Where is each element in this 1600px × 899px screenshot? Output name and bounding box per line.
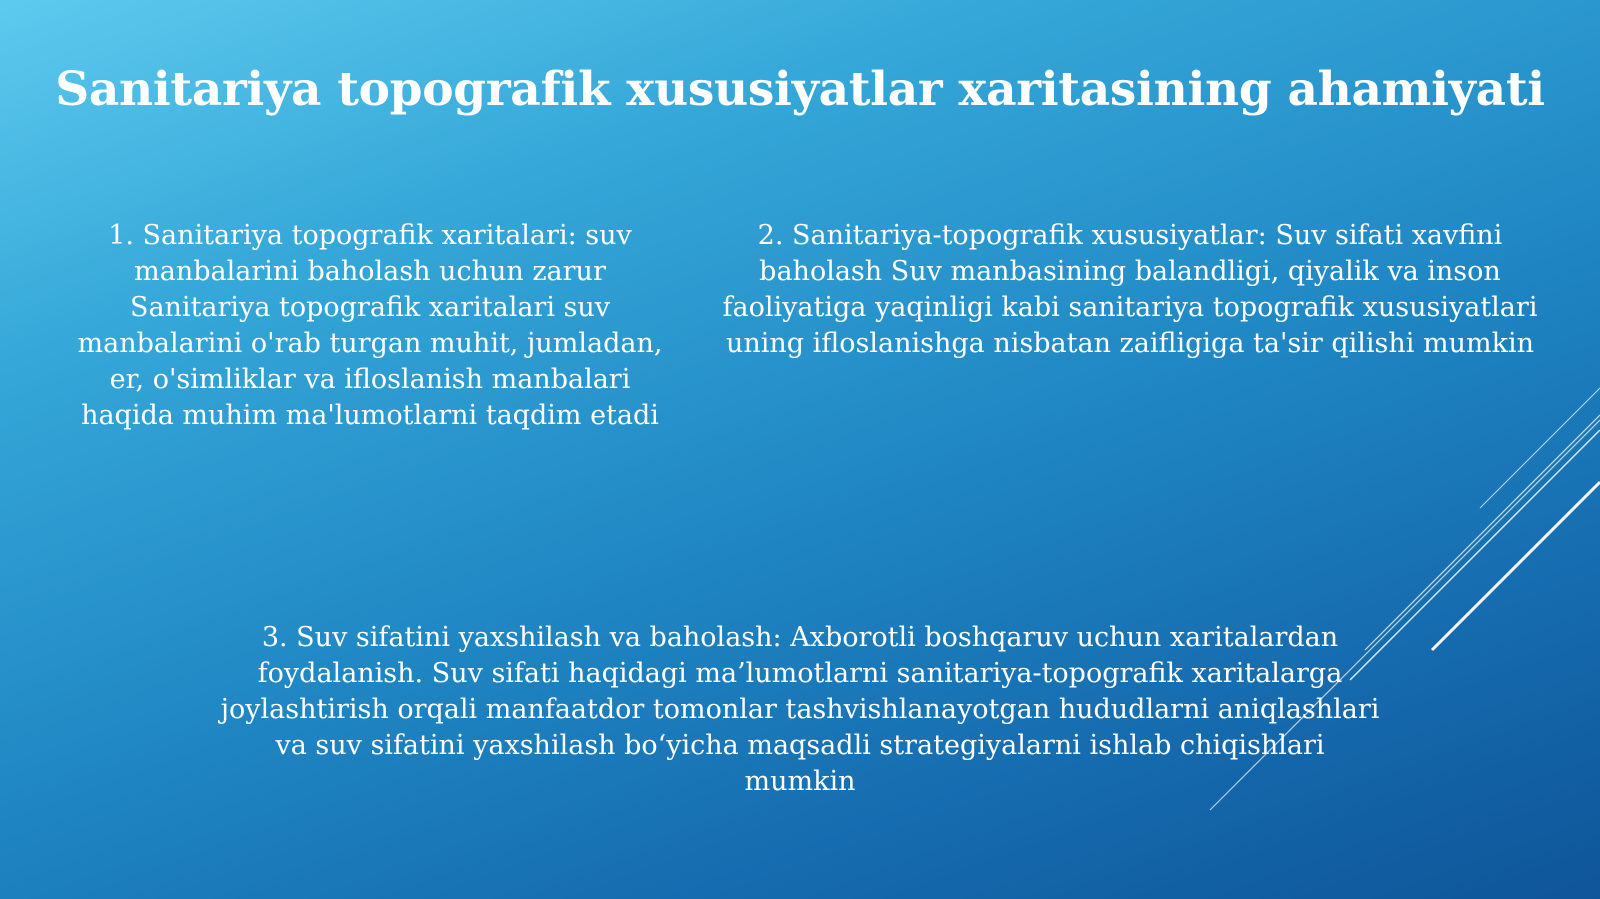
slide-title: Sanitariya topografik xususiyatlar xaritasining ahamiyati bbox=[55, 62, 1545, 117]
point-2-text: 2. Sanitariya-topografik xususiyatlar: Suv sifati xavfini baholash Suv manbasining balandligi, qiyalik va inson faoliyatiga yaqinligi kabi sanitariya topografik xususiyatlari uning ifloslanishga nisbatan zaifligiga ta'sir qilishi mumkin bbox=[722, 220, 1538, 359]
point-1-text: 1. Sanitariya topografik xaritalari: suv manbalarini baholash uchun zarur Sanitariya topografik xaritalari suv manbalarini o'rab turgan muhit, jumladan, er, o'simliklar va ifloslanish manbalari haqida muhim ma'lumotlarni taqdim etadi bbox=[77, 220, 663, 431]
deco-line bbox=[1350, 430, 1600, 680]
deco-line bbox=[1432, 482, 1600, 650]
deco-line bbox=[1365, 415, 1600, 650]
point-3-text: 3. Suv sifatini yaxshilash va baholash: Axborotli boshqaruv uchun xaritalardan foydalanish. Suv sifati haqidagi ma’lumotlarni sanitariya-topografik xaritalarga joylashtirish orqali manfaatdor tomonlar tashvishlanayotgan hududlarni aniqlashlari va suv sifatini yaxshilash bo‘yicha maqsadli strategiyalarni ishlab chiqishlari mumkin bbox=[220, 622, 1380, 797]
deco-line bbox=[1480, 388, 1600, 508]
